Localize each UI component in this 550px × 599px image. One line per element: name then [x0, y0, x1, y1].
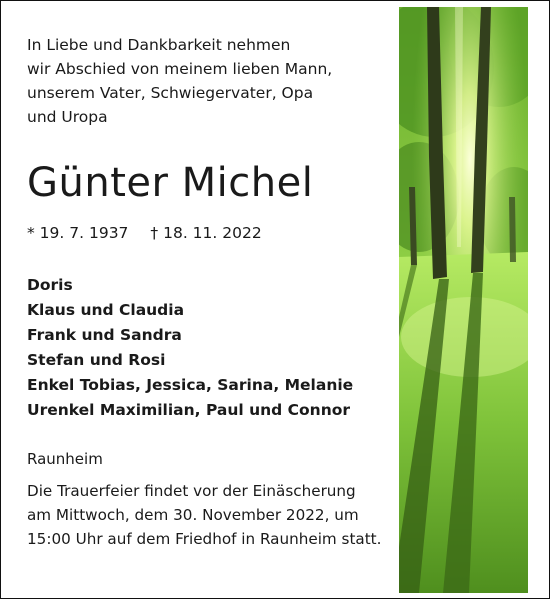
deceased-name: Günter Michel	[27, 160, 314, 206]
ceremony-info	[27, 479, 392, 551]
intro-line: und Uropa	[27, 108, 108, 126]
death-date: † 18. 11. 2022	[150, 224, 262, 242]
tree-photo-illustration	[399, 7, 528, 593]
family-member: Doris	[27, 276, 73, 294]
notice-text-column	[27, 33, 392, 551]
ceremony-line: Die Trauerfeier findet vor der Einäscherung	[27, 482, 356, 500]
family-member: Stefan und Rosi	[27, 351, 166, 369]
birth-date: * 19. 7. 1937	[27, 224, 129, 242]
family-member: Urenkel Maximilian, Paul und Connor	[27, 401, 351, 419]
intro-line: wir Abschied von meinem lieben Mann,	[27, 60, 333, 78]
family-signatures	[27, 273, 392, 423]
location-line: Raunheim	[27, 450, 103, 468]
intro-line: In Liebe und Dankbarkeit nehmen	[27, 36, 291, 54]
life-dates	[27, 222, 392, 244]
ceremony-line: am Mittwoch, dem 30. November 2022, um	[27, 506, 359, 524]
intro-paragraph	[27, 33, 392, 129]
family-member: Enkel Tobias, Jessica, Sarina, Melanie	[27, 376, 354, 394]
ceremony-line: 15:00 Uhr auf dem Friedhof in Raunheim statt.	[27, 530, 382, 548]
intro-line: unserem Vater, Schwiegervater, Opa	[27, 84, 314, 102]
sunlit-trees-park-image	[399, 7, 528, 593]
family-member: Klaus und Claudia	[27, 301, 185, 319]
family-member: Frank und Sandra	[27, 326, 182, 344]
